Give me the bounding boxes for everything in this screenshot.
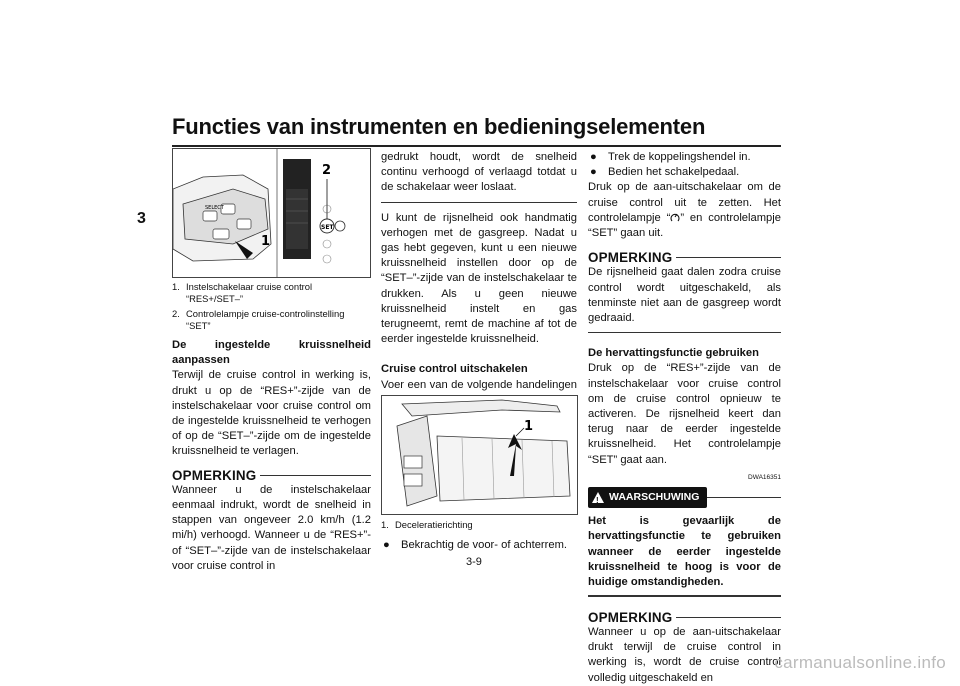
paragraph: Druk op de aan-uitschakelaar om de cruise control uit te zetten. Het controlelampje “ ” en controlelampje “SET” gaan uit. [588,181,781,240]
paragraph: Terwijl de cruise control in werking is, drukt u op de “RES+”-zijde van de instelschakelaar voor cruise control om de ingestelde kruissnelheid te verhogen of op de “SET–”-zijde om de ingestelde kruissnelheid te verlagen. [172,369,371,458]
section-heading: De hervattingsfunctie gebruiken [588,347,759,360]
paragraph: gedrukt houdt, wordt de snelheid continu verhoogd of verlaagd totdat u de schakelaar weer loslaat. [381,151,577,194]
bullet-dot-icon: ● [590,151,597,163]
bullet-item: ● Bedien het schakelpedaal. [588,165,781,180]
select-label: SELECT [205,205,224,211]
warning-triangle-icon: ! [592,492,604,503]
chapter-number: 3 [137,210,146,227]
throttle-grip-drawing [382,396,577,514]
note-text: De rijsnelheid gaat dalen zodra cruise control wordt uitgeschakeld, als tenminste niet aan de gasgreep wordt gedraaid. [588,266,781,325]
paragraph: Druk op de “RES+”-zijde van de instelschakelaar voor cruise control om de cruise control opnieuw te activeren. De rijsnelheid keert dan terug naar de eerder ingestelde kruissnelheid. Het controlelampje “SET” gaat aan. [588,362,781,466]
note-header [172,468,371,483]
note-label: OPMERKING [172,467,257,483]
section-heading: Cruise control uitschakelen [381,363,528,376]
bullet-item: ● Bekrachtig de voor- of achterrem. [381,538,577,553]
warning-code: DWA16351 [748,473,781,481]
callout-1: 1 [261,234,271,249]
note-rule [676,617,781,618]
paragraph: Voer een van de volgende handelingen [381,378,577,391]
cruise-indicator-icon [670,212,680,222]
figure-captions [172,281,371,332]
column-1-body [172,338,371,574]
note-rule [260,475,371,476]
bullet-item: ● Trek de koppelingshendel in. [588,150,781,165]
callout-2: 2 [322,163,332,178]
note-header [588,250,781,265]
note-end-rule [381,202,577,203]
caption-item: 1. Deceleratierichting [381,519,473,530]
warning-text: Het is gevaarlijk de hervattingsfunctie te gebruiken wanneer de eerder ingestelde kruissnelheid te hoog is voor de huidige omstandigheden. [588,515,781,589]
bullet-dot-icon: ● [383,539,390,551]
title-rule [172,145,781,147]
bullet-dot-icon: ● [590,166,597,179]
warning-badge: ! WAARSCHUWING [588,487,707,508]
warning-rule [707,497,781,498]
set-indicator-label: SET [321,224,334,231]
page-number: 3-9 [466,556,482,568]
throttle-grip-illustration [381,395,578,515]
warning-end-rule [588,595,781,597]
column-3-body [588,150,781,686]
paragraph: U kunt de rijsnelheid ook handmatig verhogen met de gasgreep. Nadat u gas hebt gegeven, kunt u een nieuwe kruissnelheid instellen door op de “SET–”-zijde van de instelschakelaar te drukken. Als u geen nieuwe kruissnelheid instelt en gas terugneemt, remt de machine af tot de eerder ingestelde kruissnelheid. [381,211,577,346]
figure-caption [381,519,577,531]
watermark: carmanualsonline.info [774,653,946,672]
handlebar-switch-illustration [172,148,371,278]
note-text: Wanneer u de instelschakelaar eenmaal indrukt, wordt de snelheid in stappen van ongeveer 2.0 km/h (1.2 mi/h) verhoogd. Wanneer u de “RES+”- of “SET–”-zijde van de instelschakelaar voor cruise control in [172,483,371,572]
note-end-rule [588,332,781,333]
caption-item: 1. Instelschakelaar cruise control “RES+/SET–” [172,281,313,304]
warning-header [588,487,781,508]
note-header [588,610,781,625]
callout-1: 1 [524,419,534,434]
note-rule [676,257,781,258]
note-label: OPMERKING [588,250,673,266]
caption-item: 2. Controlelampje cruise-controlinstelling “SET” [172,308,345,331]
note-label: OPMERKING [588,609,673,625]
column-2-bottom [381,538,577,553]
handlebar-switch-drawing [173,149,370,277]
note-text: Wanneer u op de aan-uitschakelaar drukt terwijl de cruise control in werking is, wordt de cruise control volledig uitgeschakeld en [588,625,781,684]
page-title: Functies van instrumenten en bedieningselementen [172,114,706,139]
section-heading: De ingestelde kruissnelheid aanpassen [172,339,371,367]
